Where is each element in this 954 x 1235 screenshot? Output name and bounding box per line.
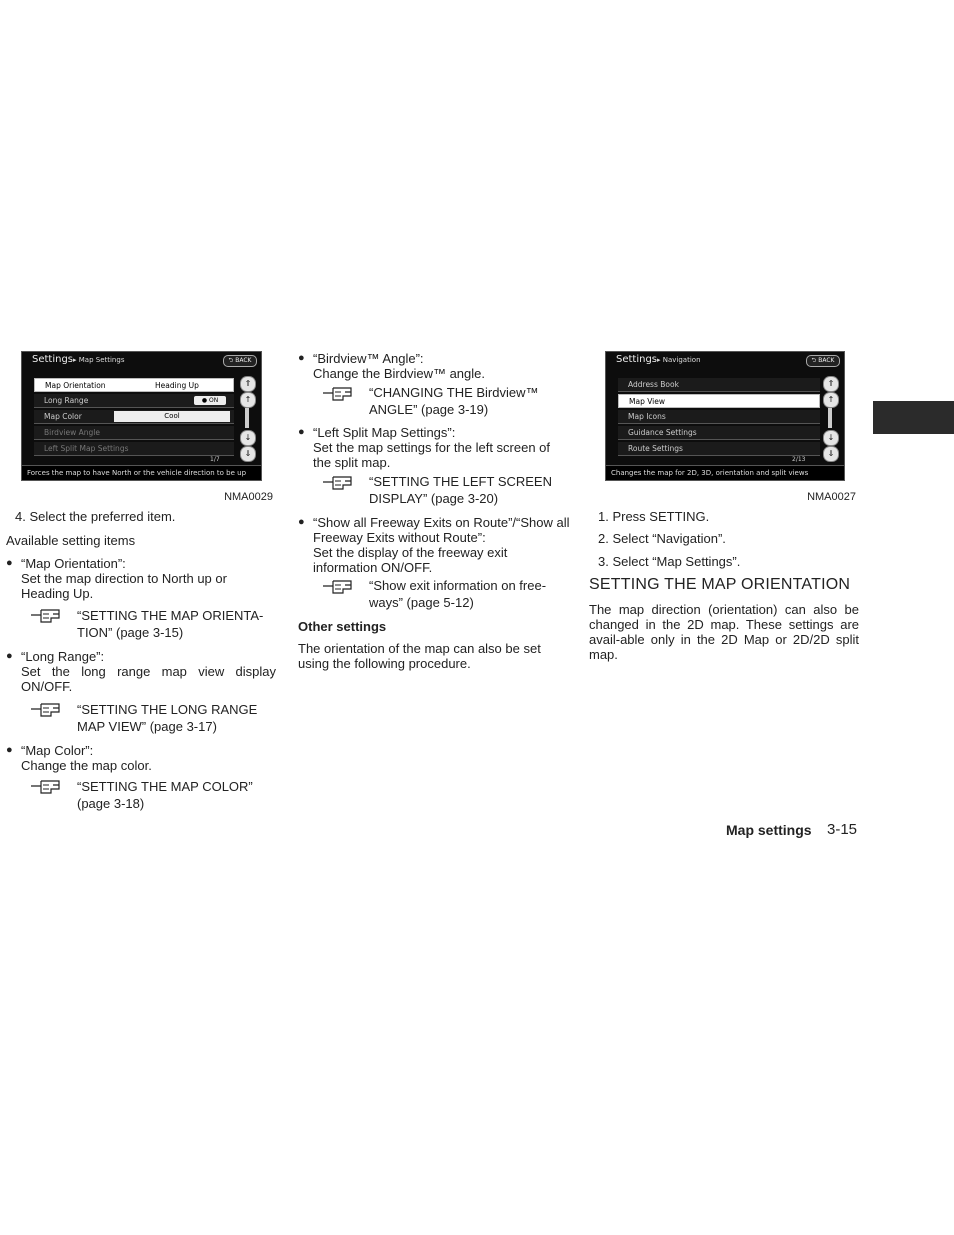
reference-left-split-map[interactable]: “SETTING THE LEFT SCREEN DISPLAY” (page 3-20) (369, 474, 552, 506)
step-2: 2. Select “Navigation”. (598, 531, 726, 546)
reference-hand-icon (321, 473, 353, 491)
other-settings-heading: Other settings (298, 619, 387, 634)
map-settings-screenshot (21, 351, 262, 481)
reference-hand-icon (29, 606, 61, 624)
footer-section: Map settings (726, 822, 812, 838)
reference-freeway-exits[interactable]: “Show exit information on free-ways” (page 5-12) (369, 578, 547, 610)
page-indicator: 2/13 (792, 456, 806, 463)
page-up-icon[interactable]: ⇑ (240, 376, 256, 392)
figure-caption: NMA0029 (224, 491, 273, 503)
birdview-angle-item[interactable]: Birdview Angle (34, 426, 234, 440)
scroll-up-icon[interactable]: ↑ (240, 392, 256, 408)
reference-birdview-angle[interactable]: “CHANGING THE Birdview™ ANGLE” (page 3-19) (369, 385, 539, 417)
scrollbar[interactable] (828, 408, 832, 428)
reference-long-range[interactable]: “SETTING THE LONG RANGE MAP VIEW” (page 3-17) (77, 702, 258, 734)
address-book-item[interactable]: Address Book (618, 378, 820, 392)
long-range-item[interactable]: Long Range ● ON (34, 394, 234, 408)
step-4: 4. Select the preferred item. (15, 509, 176, 524)
page-down-icon[interactable]: ⇓ (823, 446, 839, 462)
map-color-item[interactable]: Map Color Cool (34, 410, 234, 424)
map-view-item[interactable]: Map View (618, 394, 820, 408)
reference-map-orientation[interactable]: “SETTING THE MAP ORIENTA-TION” (page 3-15) (77, 608, 264, 640)
scroll-down-icon[interactable]: ↓ (823, 430, 839, 446)
figure-caption: NMA0027 (807, 491, 856, 503)
reference-hand-icon (29, 777, 61, 795)
reference-hand-icon (321, 577, 353, 595)
screen-title: Settings▸ Map Settings (32, 354, 125, 365)
step-1: 1. Press SETTING. (598, 509, 710, 524)
map-icons-item[interactable]: Map Icons (618, 410, 820, 424)
on-indicator: ● ON (194, 396, 226, 405)
reference-hand-icon (321, 384, 353, 402)
page-indicator: 1/7 (210, 456, 220, 463)
step-3: 3. Select “Map Settings”. (598, 554, 741, 569)
back-button[interactable]: ⮌ BACK (806, 355, 840, 367)
reference-hand-icon (29, 700, 61, 718)
navigation-settings-screenshot (605, 351, 845, 481)
route-settings-item[interactable]: Route Settings (618, 442, 820, 456)
screen-title: Settings▸ Navigation (616, 354, 701, 365)
scrollbar[interactable] (245, 408, 249, 428)
section-body: The map direction (orientation) can also be changed in the 2D map. These settings are avail-able only in the 2D Map or 2D/2D split map. (589, 602, 859, 662)
page-up-icon[interactable]: ⇑ (823, 376, 839, 392)
chapter-tab (873, 401, 954, 434)
page-number: 3-15 (827, 821, 858, 838)
section-heading: SETTING THE MAP ORIENTATION (589, 576, 851, 593)
map-orientation-item[interactable]: Map Orientation Heading Up (34, 378, 234, 392)
help-text: Changes the map for 2D, 3D, orientation and split views (606, 465, 844, 480)
scroll-down-icon[interactable]: ↓ (240, 430, 256, 446)
left-split-map-item[interactable]: Left Split Map Settings (34, 442, 234, 456)
guidance-settings-item[interactable]: Guidance Settings (618, 426, 820, 440)
back-button[interactable]: ⮌ BACK (223, 355, 257, 367)
reference-map-color[interactable]: “SETTING THE MAP COLOR” (page 3-18) (77, 779, 253, 811)
page-down-icon[interactable]: ⇓ (240, 446, 256, 462)
other-settings-text: The orientation of the map can also be set using the following procedure. (298, 641, 541, 671)
available-items-label: Available setting items (6, 533, 136, 548)
help-text: Forces the map to have North or the vehicle direction to be up (22, 465, 261, 480)
scroll-up-icon[interactable]: ↑ (823, 392, 839, 408)
